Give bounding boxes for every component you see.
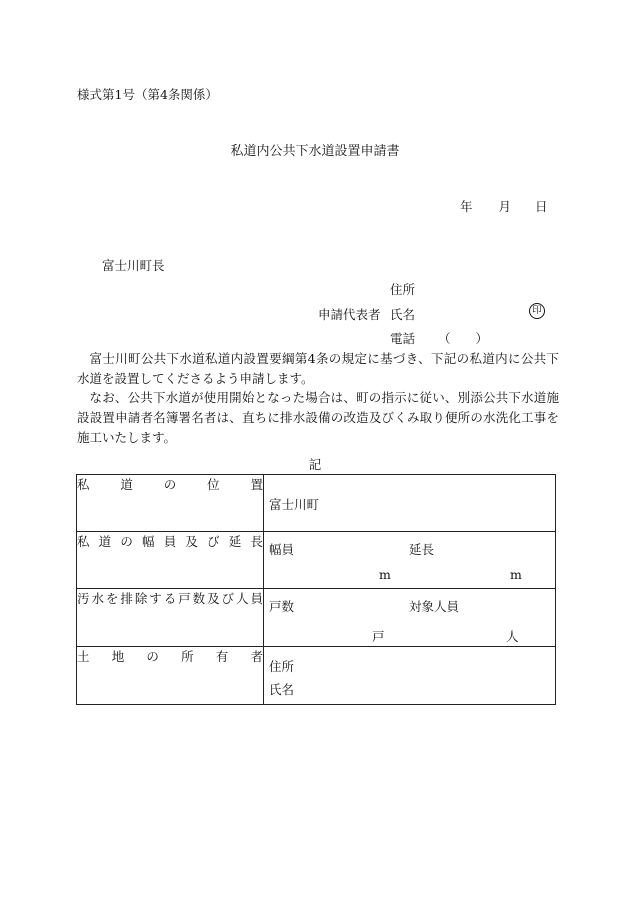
head-char: 長 <box>250 534 263 549</box>
applicant-phone-label: 電話 <box>390 331 416 346</box>
head-char: 及 <box>185 534 198 549</box>
ki-heading: 記 <box>308 457 322 472</box>
row-head-location-text <box>77 475 263 493</box>
applicant-name-label: 氏名 <box>390 307 416 322</box>
body-paragraph-2: なお、公共下水道が使用開始となった場合は、町の指示に従い、別添公共下水道施設設置申請者名簿署名者は、直ちに排水設備の改造及びくみ取り便所の水洗化工事を施工いたします。 <box>77 390 559 445</box>
form-number: 様式第1号（第4条関係） <box>77 87 218 102</box>
head-char: す <box>149 591 162 606</box>
row-head-houses-persons <box>77 589 264 647</box>
row-head-houses-persons-text <box>77 589 263 607</box>
persons-unit: 人 <box>506 629 519 644</box>
houses-label: 戸数 <box>269 599 295 614</box>
head-char: 道 <box>120 477 133 492</box>
head-char: 所 <box>181 649 194 664</box>
head-char: 員 <box>250 591 263 606</box>
persons-label: 対象人員 <box>409 599 460 614</box>
head-char: び <box>207 534 220 549</box>
head-char: び <box>221 591 235 606</box>
head-char: 除 <box>134 591 148 606</box>
landowner-address-label: 住所 <box>269 659 295 674</box>
body-paragraph-1: 富士川町公共下水道私道内設置要綱第4条の規定に基づき、下記の私道内に公共下水道を設置してくださるよう申請します。 <box>77 351 559 386</box>
landowner-name-label: 氏名 <box>269 682 295 697</box>
table-row-landowner <box>77 647 556 705</box>
width-length-value-cell[interactable] <box>264 532 556 589</box>
location-value-cell[interactable] <box>264 475 556 532</box>
date-line <box>460 197 548 215</box>
head-char: 道 <box>98 534 112 549</box>
applicant-address-label: 住所 <box>390 282 416 297</box>
head-char: 私 <box>77 534 90 549</box>
head-char: る <box>163 591 177 606</box>
head-char: 置 <box>250 477 263 492</box>
body-text <box>77 349 559 448</box>
table-row-location <box>77 475 556 532</box>
head-char: 員 <box>163 534 177 549</box>
head-char: を <box>105 591 119 606</box>
head-char: 人 <box>235 591 249 606</box>
head-char: の <box>146 649 159 664</box>
table-row-houses-persons <box>77 589 556 647</box>
head-char: の <box>163 477 177 492</box>
applicant-role: 申請代表者 <box>318 307 381 322</box>
location-value: 富士川町 <box>269 497 320 512</box>
row-head-landowner-text <box>77 647 263 665</box>
length-unit: m <box>510 567 522 582</box>
row-head-landowner <box>77 647 264 705</box>
head-char: 水 <box>91 591 104 606</box>
document-title: 私道内公共下水道設置申請書 <box>230 144 400 159</box>
head-char: 数 <box>192 591 206 606</box>
date-day: 日 <box>535 199 548 214</box>
head-char: 者 <box>250 649 263 664</box>
landowner-value-cell[interactable] <box>264 647 556 705</box>
head-char: 土 <box>77 649 90 664</box>
head-char: 延 <box>228 534 242 549</box>
row-head-width-length-text <box>77 532 263 550</box>
head-char: 排 <box>120 591 133 606</box>
addressee: 富士川町長 <box>102 258 165 273</box>
houses-persons-value-cell[interactable] <box>264 589 556 647</box>
length-label: 延長 <box>409 542 435 557</box>
application-table <box>76 474 556 705</box>
width-unit: m <box>379 567 391 582</box>
row-head-width-length <box>77 532 264 589</box>
head-char: 戸 <box>178 591 191 606</box>
row-head-location <box>77 475 264 532</box>
date-year: 年 <box>460 199 473 214</box>
date-month: 月 <box>498 199 512 214</box>
width-label: 幅員 <box>269 542 295 557</box>
head-char: 私 <box>77 477 90 492</box>
houses-unit: 戸 <box>372 629 385 644</box>
head-char: 汚 <box>77 591 90 606</box>
head-char: 位 <box>207 477 220 492</box>
head-char: の <box>120 534 133 549</box>
seal-mark: 印 <box>529 303 545 319</box>
table-row-width-length <box>77 532 556 589</box>
head-char: 幅 <box>142 534 155 549</box>
head-char: 有 <box>215 649 229 664</box>
head-char: 地 <box>111 649 125 664</box>
head-char: 及 <box>207 591 220 606</box>
applicant-phone-parens: （ ） <box>438 331 489 346</box>
